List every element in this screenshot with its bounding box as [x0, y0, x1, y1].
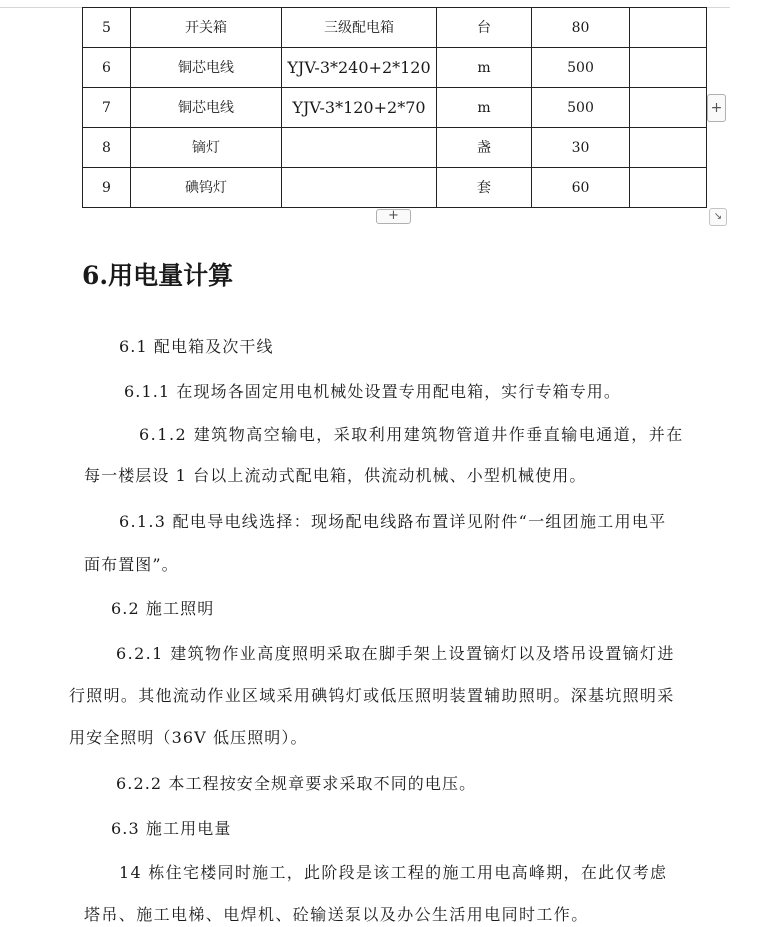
item-name-cell: 镝灯	[131, 128, 282, 168]
item-name-cell: 碘钨灯	[131, 168, 282, 208]
quantity-cell: 80	[532, 8, 630, 48]
subsection-heading-6-3: 6.3 施工用电量	[111, 819, 232, 838]
quantity-cell: 500	[532, 88, 630, 128]
row-number-cell: 9	[83, 168, 131, 208]
unit-cell: 台	[437, 8, 532, 48]
table-row	[83, 48, 707, 88]
paragraph-line: 塔吊、施工电梯、电焊机、砼输送泵以及办公生活用电同时工作。	[84, 905, 589, 924]
note-cell	[630, 168, 707, 208]
table-row	[83, 88, 707, 128]
unit-cell: m	[437, 48, 532, 88]
note-cell	[630, 128, 707, 168]
subsection-heading-6-2: 6.2 施工照明	[111, 599, 215, 618]
add-row-button[interactable]: +	[376, 209, 411, 224]
item-name-cell: 开关箱	[131, 8, 282, 48]
row-number-cell: 5	[83, 8, 131, 48]
unit-cell: m	[437, 88, 532, 128]
quantity-cell: 30	[532, 128, 630, 168]
quantity-cell: 500	[532, 48, 630, 88]
paragraph-line: 14 栋住宅楼同时施工，此阶段是该工程的施工用电高峰期，在此仅考虑	[119, 863, 668, 882]
quantity-cell: 60	[532, 168, 630, 208]
equipment-table[interactable]	[82, 7, 707, 208]
table-row	[83, 128, 707, 168]
unit-cell: 套	[437, 168, 532, 208]
paragraph-line: 6.2.2 本工程按安全规章要求采取不同的电压。	[116, 774, 477, 793]
row-number-cell: 6	[83, 48, 131, 88]
paragraph-line: 6.2.1 建筑物作业高度照明采取在脚手架上设置镝灯以及塔吊设置镝灯进	[116, 644, 675, 663]
item-name-cell: 铜芯电线	[131, 48, 282, 88]
spec-cell	[282, 168, 437, 208]
paragraph-line: 6.1.2 建筑物高空输电，采取利用建筑物管道井作垂直输电通道，并在	[139, 425, 684, 444]
table-resize-icon[interactable]: ↘	[709, 208, 727, 226]
row-number-cell: 8	[83, 128, 131, 168]
paragraph-line: 用安全照明（36V 低压照明）。	[69, 728, 308, 747]
paragraph-line: 面布置图”。	[84, 555, 179, 574]
spec-cell: YJV-3*120+2*70	[282, 88, 437, 128]
row-number-cell: 7	[83, 88, 131, 128]
unit-cell: 盏	[437, 128, 532, 168]
item-name-cell: 铜芯电线	[131, 88, 282, 128]
paragraph-line: 6.1.3 配电导电线选择：现场配电线路布置详见附件“一组团施工用电平	[119, 512, 667, 531]
note-cell	[630, 8, 707, 48]
add-column-button[interactable]: +	[707, 94, 726, 122]
subsection-heading-6-1: 6.1 配电箱及次干线	[119, 337, 274, 356]
note-cell	[630, 88, 707, 128]
spec-cell	[282, 128, 437, 168]
spec-cell: YJV-3*240+2*120	[282, 48, 437, 88]
paragraph-line: 6.1.1 在现场各固定用电机械处设置专用配电箱，实行专箱专用。	[124, 382, 621, 401]
note-cell	[630, 48, 707, 88]
spec-cell: 三级配电箱	[282, 8, 437, 48]
paragraph-line: 行照明。其他流动作业区域采用碘钨灯或低压照明装置辅助照明。深基坑照明采	[69, 686, 675, 705]
section-heading: 6.用电量计算	[82, 261, 234, 290]
table-row	[83, 168, 707, 208]
paragraph-line: 每一楼层设 1 台以上流动式配电箱，供流动机械、小型机械使用。	[84, 466, 587, 485]
table-row	[83, 8, 707, 48]
